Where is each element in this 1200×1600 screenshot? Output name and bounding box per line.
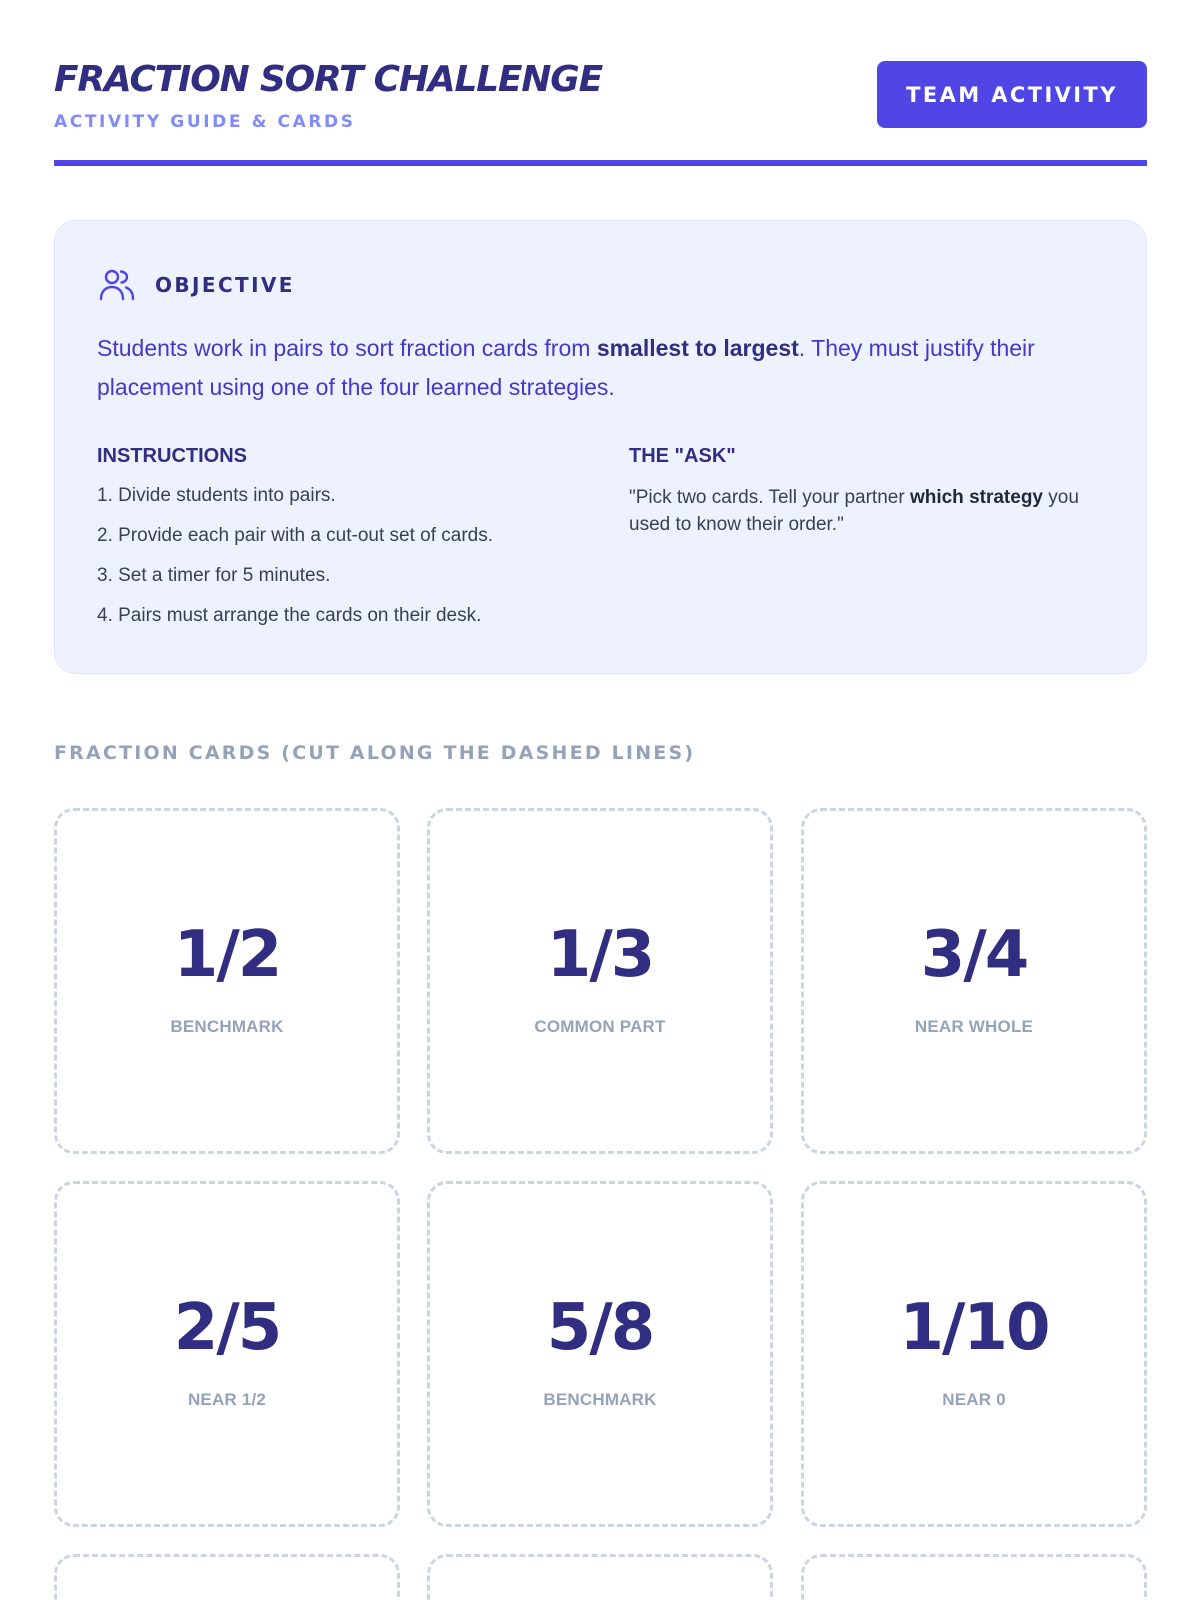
page-subtitle: ACTIVITY GUIDE & CARDS	[54, 112, 356, 132]
instruction-step: 4. Pairs must arrange the cards on their desk.	[97, 605, 482, 626]
fraction-card[interactable]	[54, 1181, 400, 1527]
fraction-card-partial	[427, 1554, 773, 1600]
objective-text: Students work in pairs to sort fraction cards from smallest to largest. They must justify their placement using one of the four learned strategies.	[97, 335, 1035, 400]
fraction-card[interactable]	[54, 808, 400, 1154]
card-tag: BENCHMARK	[170, 1017, 284, 1036]
card-tag: COMMON PART	[534, 1017, 666, 1036]
card-fraction: 1/10	[899, 1291, 1049, 1365]
card-tag: BENCHMARK	[543, 1390, 657, 1409]
fraction-card[interactable]	[801, 1181, 1147, 1527]
fraction-card[interactable]	[427, 808, 773, 1154]
page-header	[54, 58, 1147, 168]
instructions-column	[97, 445, 597, 644]
fraction-card[interactable]	[801, 808, 1147, 1154]
instruction-step: 2. Provide each pair with a cut-out set of cards.	[97, 525, 494, 546]
instructions-list	[97, 484, 597, 628]
ask-text: "Pick two cards. Tell your partner which strategy you used to know their order."	[629, 487, 1079, 535]
cards-section-label: FRACTION CARDS (CUT ALONG THE DASHED LINES)	[54, 742, 696, 764]
card-fraction: 1/3	[546, 918, 654, 992]
card-tag: NEAR 0	[942, 1390, 1006, 1409]
header-divider	[54, 160, 1147, 166]
card-tag: NEAR WHOLE	[914, 1017, 1034, 1036]
objective-header	[97, 265, 295, 305]
page-title: FRACTION SORT CHALLENGE	[54, 59, 602, 100]
card-fraction: 3/4	[920, 918, 1028, 992]
team-activity-button[interactable]: TEAM ACTIVITY	[877, 61, 1147, 128]
objective-emphasis: smallest to largest	[596, 335, 799, 361]
users-icon	[97, 265, 137, 305]
instruction-step: 3. Set a timer for 5 minutes.	[97, 565, 331, 586]
objective-panel	[54, 220, 1147, 674]
ask-column	[629, 445, 1109, 538]
fraction-card[interactable]	[427, 1181, 773, 1527]
instruction-step: 1. Divide students into pairs.	[97, 485, 336, 506]
ask-emphasis: which strategy	[909, 487, 1043, 508]
card-tag: NEAR 1/2	[187, 1390, 267, 1409]
fraction-card-partial	[801, 1554, 1147, 1600]
ask-title: THE "ASK"	[629, 445, 736, 467]
fraction-card-partial	[54, 1554, 400, 1600]
card-fraction: 1/2	[173, 918, 281, 992]
card-fraction: 5/8	[546, 1291, 654, 1365]
card-fraction: 2/5	[173, 1291, 281, 1365]
objective-label: OBJECTIVE	[155, 273, 295, 297]
instructions-title: INSTRUCTIONS	[97, 445, 247, 467]
